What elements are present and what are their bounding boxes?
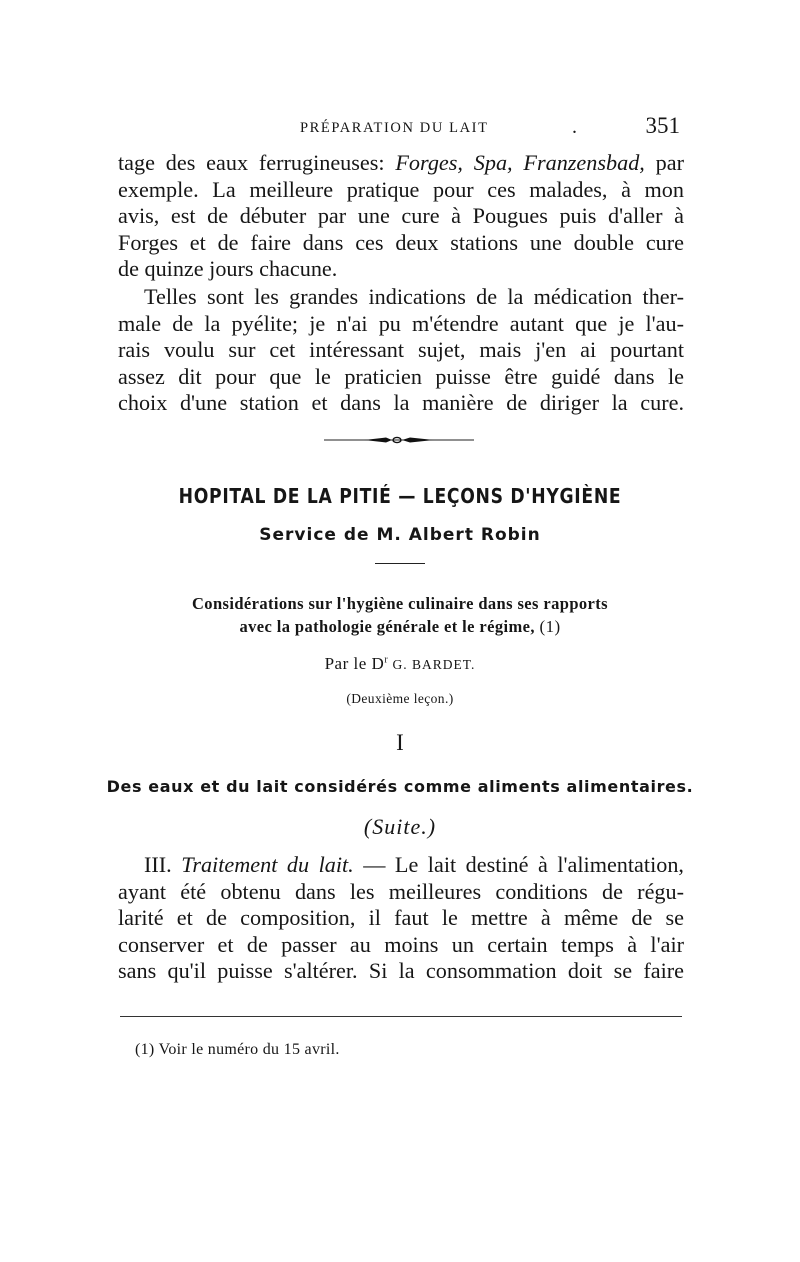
footnote: (1) Voir le numéro du 15 avril. [135,1041,340,1058]
text-line: rais voulu sur cet intéressant sujet, mais j'en ai pourtant [118,337,684,363]
lesson-label: (Deuxième leçon.) [346,691,454,706]
text-line: exemple. La meilleure pratique pour ces malades, à mon [118,176,684,202]
text-line: avis, est de débuter par une cure à Pougues puis d'aller à [118,203,684,229]
paragraph-continued [118,150,684,283]
service-line: Service de M. Albert Robin [259,525,541,545]
page-number: 351 [645,113,680,138]
text-line: choix d'une station et dans la manière de diriger la cure. [118,390,684,416]
header-dot: . [572,116,577,138]
text-line: Telles sont les grandes indications de la médication ther- [144,284,684,309]
page-header [120,112,682,142]
article-title-line1: Considérations sur l'hygiène culinaire dans ses rapports [191,594,608,613]
italic-place-names: Forges, Spa, Franzensbad, [395,150,645,175]
author-title-sup: r [384,654,389,666]
section-title: HOPITAL DE LA PITIÉ — LEÇONS D'HYGIÈNE [178,484,622,508]
part-subheading: Des eaux et du lait considérés comme aliments alimentaires. [106,777,694,796]
text-line [118,150,684,177]
running-head: PRÉPARATION DU LAIT [300,120,489,136]
section-ornament [324,434,474,446]
article-title-text: avec la pathologie générale et le régime, [239,617,535,636]
text-line: sans qu'il puisse s'altérer. Si la consommation doit se faire [118,958,684,984]
paragraph-conclusion [118,284,684,417]
article-title-line2 [0,617,800,637]
text-line: assez dit pour que le praticien puisse être guidé dans le [118,363,684,389]
text-line [118,852,684,879]
text-line: conserver et de passer au moins un certain temps à l'air [118,931,684,957]
text-line: male de la pyélite; je n'ai pu m'étendre autant que je l'au- [118,310,684,336]
part-number: I [396,730,404,755]
text-run: — Le lait destiné à l'alimentation, [353,852,684,877]
text-line: ayant été obtenu dans les meilleures conditions de régu- [118,878,684,904]
text-line: Forges et de faire dans ces deux stations une double cure [118,229,684,255]
text-line: larité et de composition, il faut le mettre à même de se [118,905,684,931]
continued-label: (Suite.) [363,814,437,839]
author-line [0,654,800,674]
italic-heading: Traitement du lait. [181,852,354,877]
text-line: de quinze jours chacune. [118,256,338,282]
author-name: G. BARDET. [388,657,476,672]
footnote-rule [120,1016,682,1017]
text-run: tage des eaux ferrugineuses: [118,150,396,175]
text-run: III. [144,852,182,877]
paragraph-milk-treatment [118,852,684,985]
short-divider [375,563,425,564]
text-run: par [644,150,684,175]
author-prefix: Par le D [324,654,385,673]
footnote-reference: (1) [534,617,561,636]
